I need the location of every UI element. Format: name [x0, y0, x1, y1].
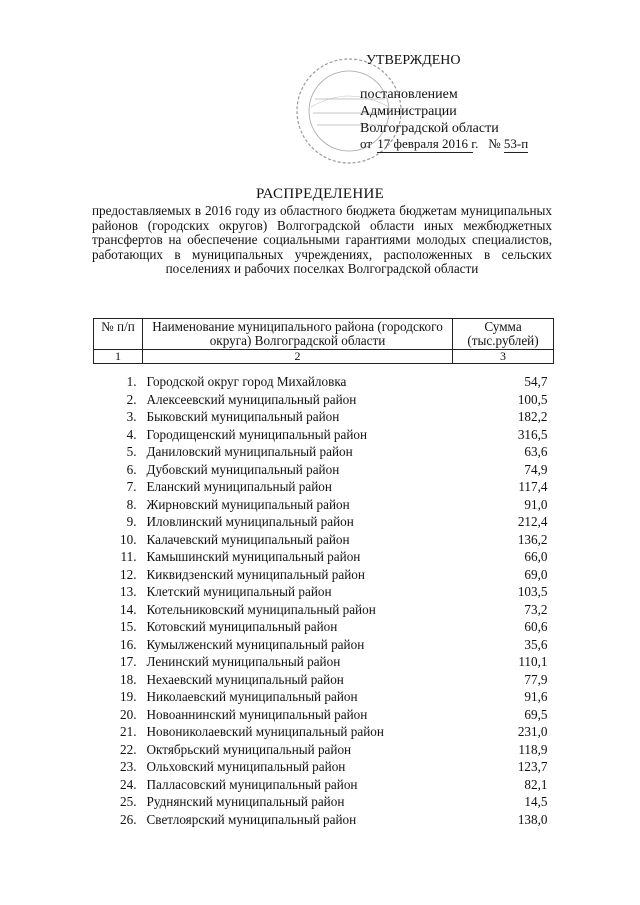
row-sum: 91,6 — [524, 689, 548, 704]
row-sum: 74,9 — [524, 461, 548, 477]
row-sum: 77,9 — [524, 671, 548, 687]
table-index-row — [94, 350, 554, 364]
row-district: Калачевский муниципальный район — [146, 531, 350, 547]
table-row — [94, 566, 554, 584]
row-sum: 138,0 — [517, 811, 548, 827]
row-number: 3. — [126, 409, 137, 424]
table-row — [94, 583, 554, 601]
table-row — [94, 758, 554, 776]
row-number: 9. — [126, 514, 137, 529]
row-number: 6. — [126, 461, 137, 477]
row-sum: 63,6 — [524, 444, 548, 459]
row-district: Октябрьский муниципальный район — [146, 741, 352, 757]
row-number: 15. — [120, 619, 137, 634]
row-district: Камышинский муниципальный район — [146, 549, 361, 564]
table-row — [94, 723, 554, 741]
row-district: Нехаевский муниципальный район — [146, 671, 344, 687]
table-row — [94, 391, 554, 409]
approval-line-1: постановлением — [360, 87, 458, 102]
row-number: 19. — [120, 689, 137, 704]
document-title: РАСПРЕДЕЛЕНИЕ — [255, 186, 385, 202]
table-row — [94, 706, 554, 724]
table-row — [94, 776, 554, 794]
row-district: Алексеевский муниципальный район — [146, 391, 357, 407]
row-sum: 69,5 — [524, 706, 548, 722]
table-row — [94, 671, 554, 689]
table-row — [94, 601, 554, 619]
row-sum: 182,2 — [517, 409, 548, 424]
row-district: Кумылженский муниципальный район — [146, 636, 365, 652]
row-number: 5. — [126, 444, 137, 459]
row-number: 16. — [120, 636, 137, 652]
row-district: Светлоярский муниципальный район — [146, 811, 357, 827]
row-sum: 212,4 — [517, 514, 548, 529]
row-district: Еланский муниципальный район — [146, 479, 332, 494]
row-number: 10. — [120, 531, 137, 547]
row-sum: 118,9 — [518, 741, 548, 757]
header-sum: Сумма (тыс.рублей) — [453, 319, 554, 350]
row-district: Даниловский муниципальный район — [146, 444, 353, 459]
row-district: Быковский муниципальный район — [146, 409, 340, 424]
row-sum: 14,5 — [524, 794, 548, 809]
row-number: 18. — [120, 671, 137, 687]
order-no-label: № — [488, 136, 501, 151]
table-row — [94, 373, 554, 391]
row-sum: 82,1 — [524, 776, 548, 792]
row-sum: 73,2 — [524, 601, 548, 617]
table-row — [94, 408, 554, 426]
row-sum: 54,7 — [524, 374, 548, 389]
row-district: Палласовский муниципальный район — [146, 776, 358, 792]
row-district: Киквидзенский муниципальный район — [146, 566, 365, 582]
row-number: 1. — [126, 374, 137, 389]
table-row — [94, 618, 554, 636]
row-number: 21. — [120, 724, 137, 739]
table-row — [94, 496, 554, 514]
row-number: 4. — [126, 426, 137, 442]
table-header-row — [94, 319, 554, 350]
table-row — [94, 548, 554, 566]
row-number: 17. — [120, 654, 137, 669]
row-district: Николаевский муниципальный район — [146, 689, 358, 704]
header-number: № п/п — [94, 319, 143, 350]
order-date: 17 февраля 2016 г. — [377, 136, 479, 151]
approval-line-3: Волгоградской области — [360, 121, 499, 136]
document-subtitle: предоставляемых в 2016 году из областного бюджета бюджетам муниципальных районов (городских округов) Волгоградской области иных межбюджетных трансфертов на обеспечение социальными гарантиями молодых специалистов, работающих в муниципальных учреждениях, расположенных в сельских поселениях и рабочих поселках Волгоградской области — [92, 203, 552, 277]
table-row — [94, 513, 554, 531]
row-district: Ленинский муниципальный район — [146, 654, 341, 669]
table-row — [94, 478, 554, 496]
table-row — [94, 811, 554, 829]
row-sum: 66,0 — [524, 549, 548, 564]
order-from: от — [360, 136, 373, 151]
row-number: 13. — [120, 584, 137, 599]
row-number: 11. — [120, 549, 137, 564]
table-row — [94, 443, 554, 461]
table-row — [94, 461, 554, 479]
row-sum: 91,0 — [524, 496, 548, 512]
row-district: Клетский муниципальный район — [146, 584, 332, 599]
row-district: Котовский муниципальный район — [146, 619, 338, 634]
row-number: 24. — [120, 776, 137, 792]
row-number: 25. — [120, 794, 137, 809]
approval-block — [360, 52, 499, 137]
index-col-1: 1 — [94, 350, 143, 364]
row-district: Новоаннинский муниципальный район — [146, 706, 368, 722]
table-row — [94, 741, 554, 759]
row-sum: 100,5 — [517, 391, 548, 407]
row-sum: 231,0 — [517, 724, 548, 739]
row-sum: 123,7 — [517, 759, 548, 774]
row-sum: 316,5 — [517, 426, 548, 442]
approval-line-2: Администрации — [360, 104, 457, 119]
row-district: Новониколаевский муниципальный район — [146, 724, 384, 739]
table-body — [94, 364, 554, 829]
row-district: Городищенский муниципальный район — [146, 426, 368, 442]
table-row — [94, 426, 554, 444]
row-number: 20. — [120, 706, 137, 722]
row-district: Ольховский муниципальный район — [146, 759, 346, 774]
order-reference — [360, 136, 528, 153]
table-row — [94, 531, 554, 549]
row-sum: 69,0 — [524, 566, 548, 582]
row-sum: 60,6 — [524, 619, 548, 634]
row-sum: 103,5 — [517, 584, 548, 599]
row-sum: 136,2 — [517, 531, 548, 547]
row-district: Жирновский муниципальный район — [146, 496, 350, 512]
row-number: 14. — [120, 601, 137, 617]
row-number: 7. — [126, 479, 137, 494]
row-number: 22. — [120, 741, 137, 757]
row-number: 2. — [126, 391, 137, 407]
index-col-2: 2 — [143, 350, 453, 364]
row-number: 23. — [120, 759, 137, 774]
approval-title: УТВЕРЖДЕНО — [366, 53, 461, 68]
row-sum: 35,6 — [524, 636, 548, 652]
row-district: Иловлинский муниципальный район — [146, 514, 354, 529]
row-district: Городской округ город Михайловка — [146, 374, 347, 389]
table-row — [94, 688, 554, 706]
row-number: 26. — [120, 811, 137, 827]
row-district: Дубовский муниципальный район — [146, 461, 340, 477]
row-number: 8. — [126, 496, 137, 512]
table-row — [94, 653, 554, 671]
order-number: 53-п — [503, 136, 529, 151]
table-row — [94, 636, 554, 654]
row-number: 12. — [120, 566, 137, 582]
distribution-table — [93, 318, 554, 828]
row-district: Котельниковский муниципальный район — [146, 601, 376, 617]
row-sum: 110,1 — [518, 654, 548, 669]
index-col-3: 3 — [453, 350, 554, 364]
row-sum: 117,4 — [518, 479, 548, 494]
header-district: Наименование муниципального района (городского округа) Волгоградской области — [143, 319, 453, 350]
table-row — [94, 793, 554, 811]
row-district: Руднянский муниципальный район — [146, 794, 345, 809]
